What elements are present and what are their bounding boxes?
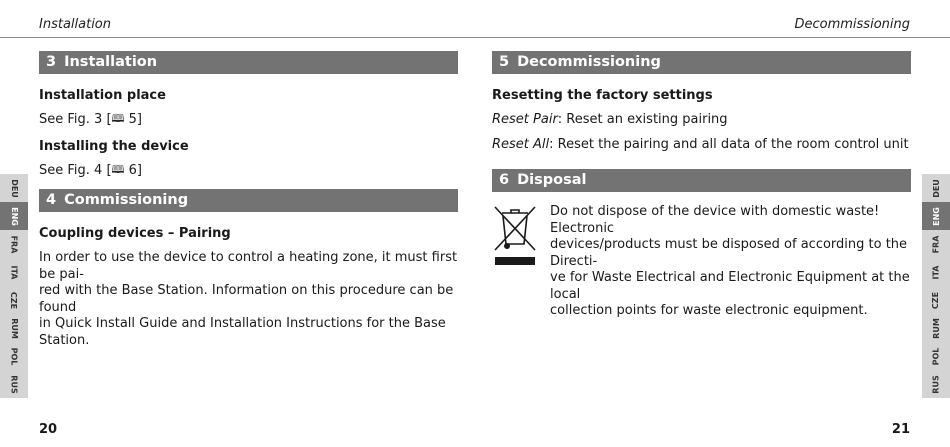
language-tabs-right xyxy=(922,174,950,398)
installing-device-text: See Fig. 4 [🕮 6] xyxy=(39,162,142,178)
lang-tab-deu[interactable]: DEU xyxy=(9,178,19,198)
lang-tab-fra[interactable]: FRA xyxy=(9,235,19,253)
book-icon: 🕮 xyxy=(111,162,125,176)
reset-all-text: Reset All: Reset the pairing and all data of the room control unit xyxy=(492,136,909,152)
lang-tab-rus[interactable]: RUS xyxy=(931,374,941,394)
section-title: Commissioning xyxy=(64,192,189,208)
lang-tab-eng[interactable]: ENG xyxy=(0,202,28,230)
coupling-devices-text xyxy=(39,250,458,349)
section-number: 4 xyxy=(46,192,57,208)
disposal-text xyxy=(550,204,911,320)
running-header-left: Installation xyxy=(39,17,112,32)
lang-tab-rum[interactable]: RUM xyxy=(931,317,941,339)
section-number: 5 xyxy=(499,54,510,70)
lang-tab-pol[interactable]: POL xyxy=(931,347,941,365)
lang-tab-ita[interactable]: ITA xyxy=(9,264,19,280)
right-page-content xyxy=(492,51,911,318)
lang-tab-rum[interactable]: RUM xyxy=(9,317,19,339)
installing-device-heading: Installing the device xyxy=(39,138,189,154)
text-line: in Quick Install Guide and Installation Instructions for the Base Station. xyxy=(39,316,446,348)
running-header-right: Decommissioning xyxy=(794,17,910,32)
section-title: Disposal xyxy=(517,172,587,188)
reset-factory-heading: Resetting the factory settings xyxy=(492,88,713,103)
left-page-content xyxy=(39,51,458,349)
reset-all-term: Reset All xyxy=(492,136,550,152)
lang-tab-fra[interactable]: FRA xyxy=(931,235,941,253)
lang-tab-rus[interactable]: RUS xyxy=(9,374,19,394)
book-icon: 🕮 xyxy=(111,112,125,125)
coupling-devices-heading: Coupling devices – Pairing xyxy=(39,226,231,241)
page-number-left: 20 xyxy=(39,422,58,437)
text-line: In order to use the device to control a heating zone, it must first be pai- xyxy=(39,250,458,282)
crossed-out-wheelie-bin-icon xyxy=(492,204,538,268)
section-5-heading xyxy=(492,51,911,74)
lang-tab-cze[interactable]: CZE xyxy=(931,291,941,309)
reset-pair-term: Reset Pair xyxy=(492,112,558,127)
text-line: devices/products must be disposed of according to the Directi- xyxy=(550,237,908,269)
lang-tab-cze[interactable]: CZE xyxy=(9,291,19,309)
text-line: Do not dispose of the device with domestic waste! Electronic xyxy=(550,204,880,236)
text-line: ve for Waste Electrical and Electronic Equipment at the local xyxy=(550,270,910,302)
disposal-block xyxy=(492,204,911,318)
header-divider xyxy=(0,37,950,38)
reset-pair-text: Reset Pair: Reset an existing pairing xyxy=(492,112,728,127)
text-line: red with the Base Station. Information on this procedure can be found xyxy=(39,283,454,315)
lang-tab-eng[interactable]: ENG xyxy=(922,202,950,230)
language-tabs-left xyxy=(0,174,28,398)
lang-tab-pol[interactable]: POL xyxy=(9,347,19,365)
page-number-right: 21 xyxy=(891,422,910,437)
section-title: Installation xyxy=(64,54,158,70)
section-number: 3 xyxy=(46,54,57,70)
section-4-heading xyxy=(39,189,458,212)
installation-place-text: See Fig. 3 [🕮 5] xyxy=(39,112,142,127)
installation-place-heading: Installation place xyxy=(39,88,166,103)
section-6-heading xyxy=(492,169,911,192)
section-title: Decommissioning xyxy=(517,54,661,70)
section-number: 6 xyxy=(499,172,510,188)
lang-tab-deu[interactable]: DEU xyxy=(931,178,941,198)
lang-tab-ita[interactable]: ITA xyxy=(931,264,941,280)
text-line: collection points for waste electronic equipment. xyxy=(550,303,868,318)
section-3-heading xyxy=(39,51,458,74)
